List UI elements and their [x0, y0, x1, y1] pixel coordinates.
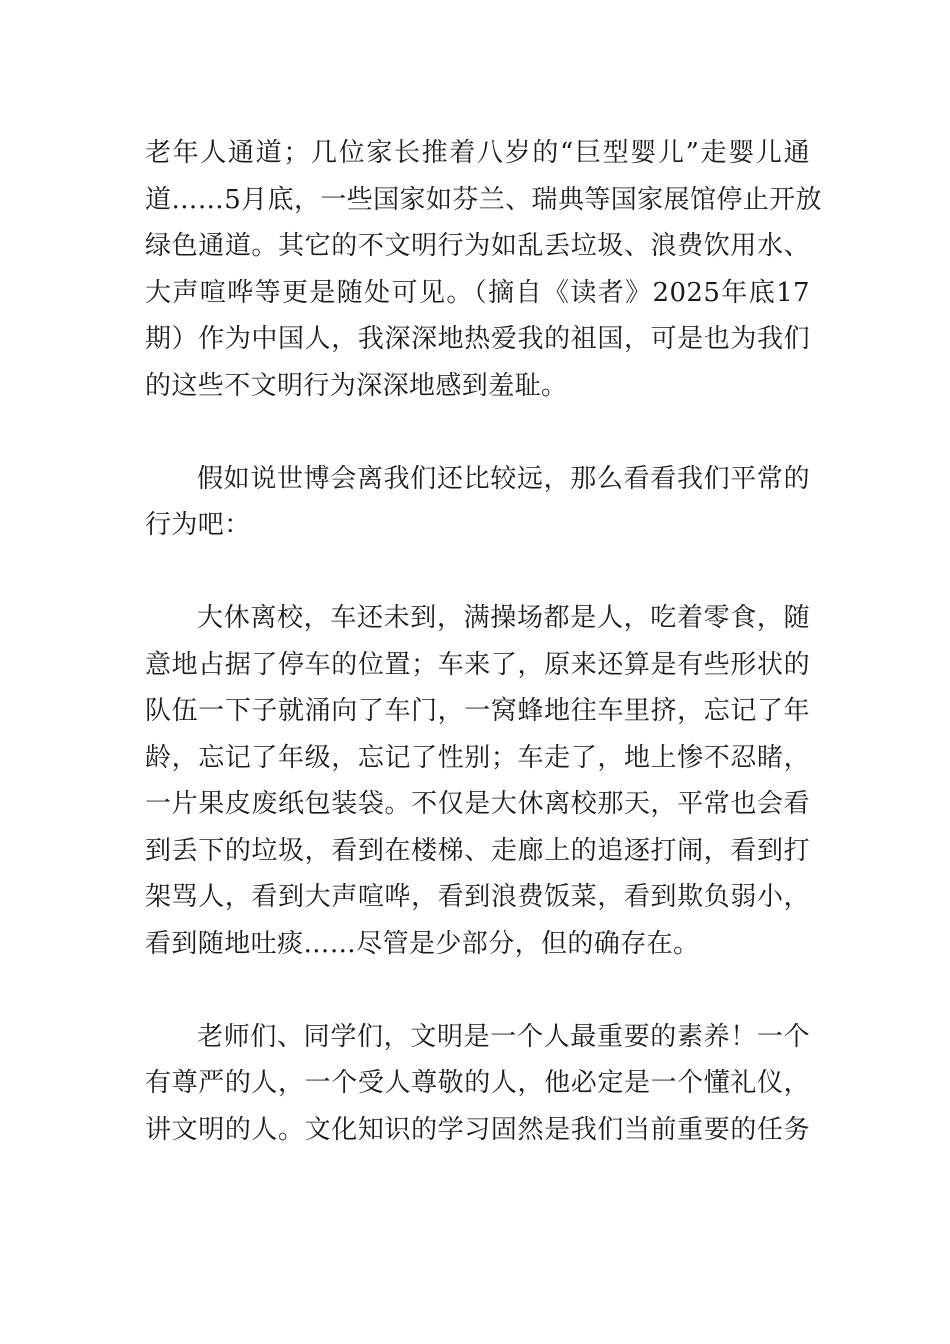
paragraph-2: [145, 456, 810, 549]
text-line: 大声喧哗等更是随处可见。（摘自《读者》2025年底17: [145, 277, 810, 308]
text-line: 一片果皮废纸包装袋。不仅是大休离校那天，平常也会看: [145, 789, 810, 819]
text-line: 讲文明的人。文化知识的学习固然是我们当前重要的任务: [145, 1114, 810, 1145]
text-line: 有尊严的人，一个受人尊敬的人，他必定是一个懂礼仪，: [145, 1068, 810, 1098]
text-line: 期）作为中国人，我深深地热爱我的祖国，可是也为我们: [145, 324, 810, 354]
text-line: 老年人通道；几位家长推着八岁的“巨型婴儿”走婴儿通: [145, 138, 810, 168]
text-line: 队伍一下子就涌向了车门，一窝蜂地往车里挤，忘记了年: [145, 696, 810, 726]
text-line: 行为吧：: [145, 510, 251, 540]
text-line: 假如说世博会离我们还比较远，那么看看我们平常的: [197, 463, 810, 494]
paragraph-1: [145, 130, 822, 409]
text-line: 的这些不文明行为深深地感到羞耻。: [145, 370, 568, 401]
document-body: [145, 130, 822, 1200]
text-line: 到丢下的垃圾，看到在楼梯、走廊上的追逐打闹，看到打: [145, 835, 810, 866]
text-line: 绿色通道。其它的不文明行为如乱丢垃圾、浪费饮用水、: [145, 231, 810, 261]
text-line: 大休离校，车还未到，满操场都是人，吃着零食，随: [197, 603, 810, 633]
text-line: 看到随地吐痰……尽管是少部分，但的确存在。: [145, 928, 700, 959]
text-line: 架骂人，看到大声喧哗，看到浪费饭菜，看到欺负弱小，: [145, 882, 810, 912]
paragraph-3: [145, 595, 810, 967]
text-line: 道……5月底，一些国家如芬兰、瑞典等国家展馆停止开放: [145, 184, 822, 215]
text-line: 老师们、同学们，文明是一个人最重要的素养！一个: [197, 1021, 810, 1052]
paragraph-4: [145, 1014, 810, 1154]
text-line: 意地占据了停车的位置；车来了，原来还算是有些形状的: [145, 649, 810, 680]
text-line: 龄，忘记了年级，忘记了性别；车走了，地上惨不忍睹，: [145, 742, 810, 773]
